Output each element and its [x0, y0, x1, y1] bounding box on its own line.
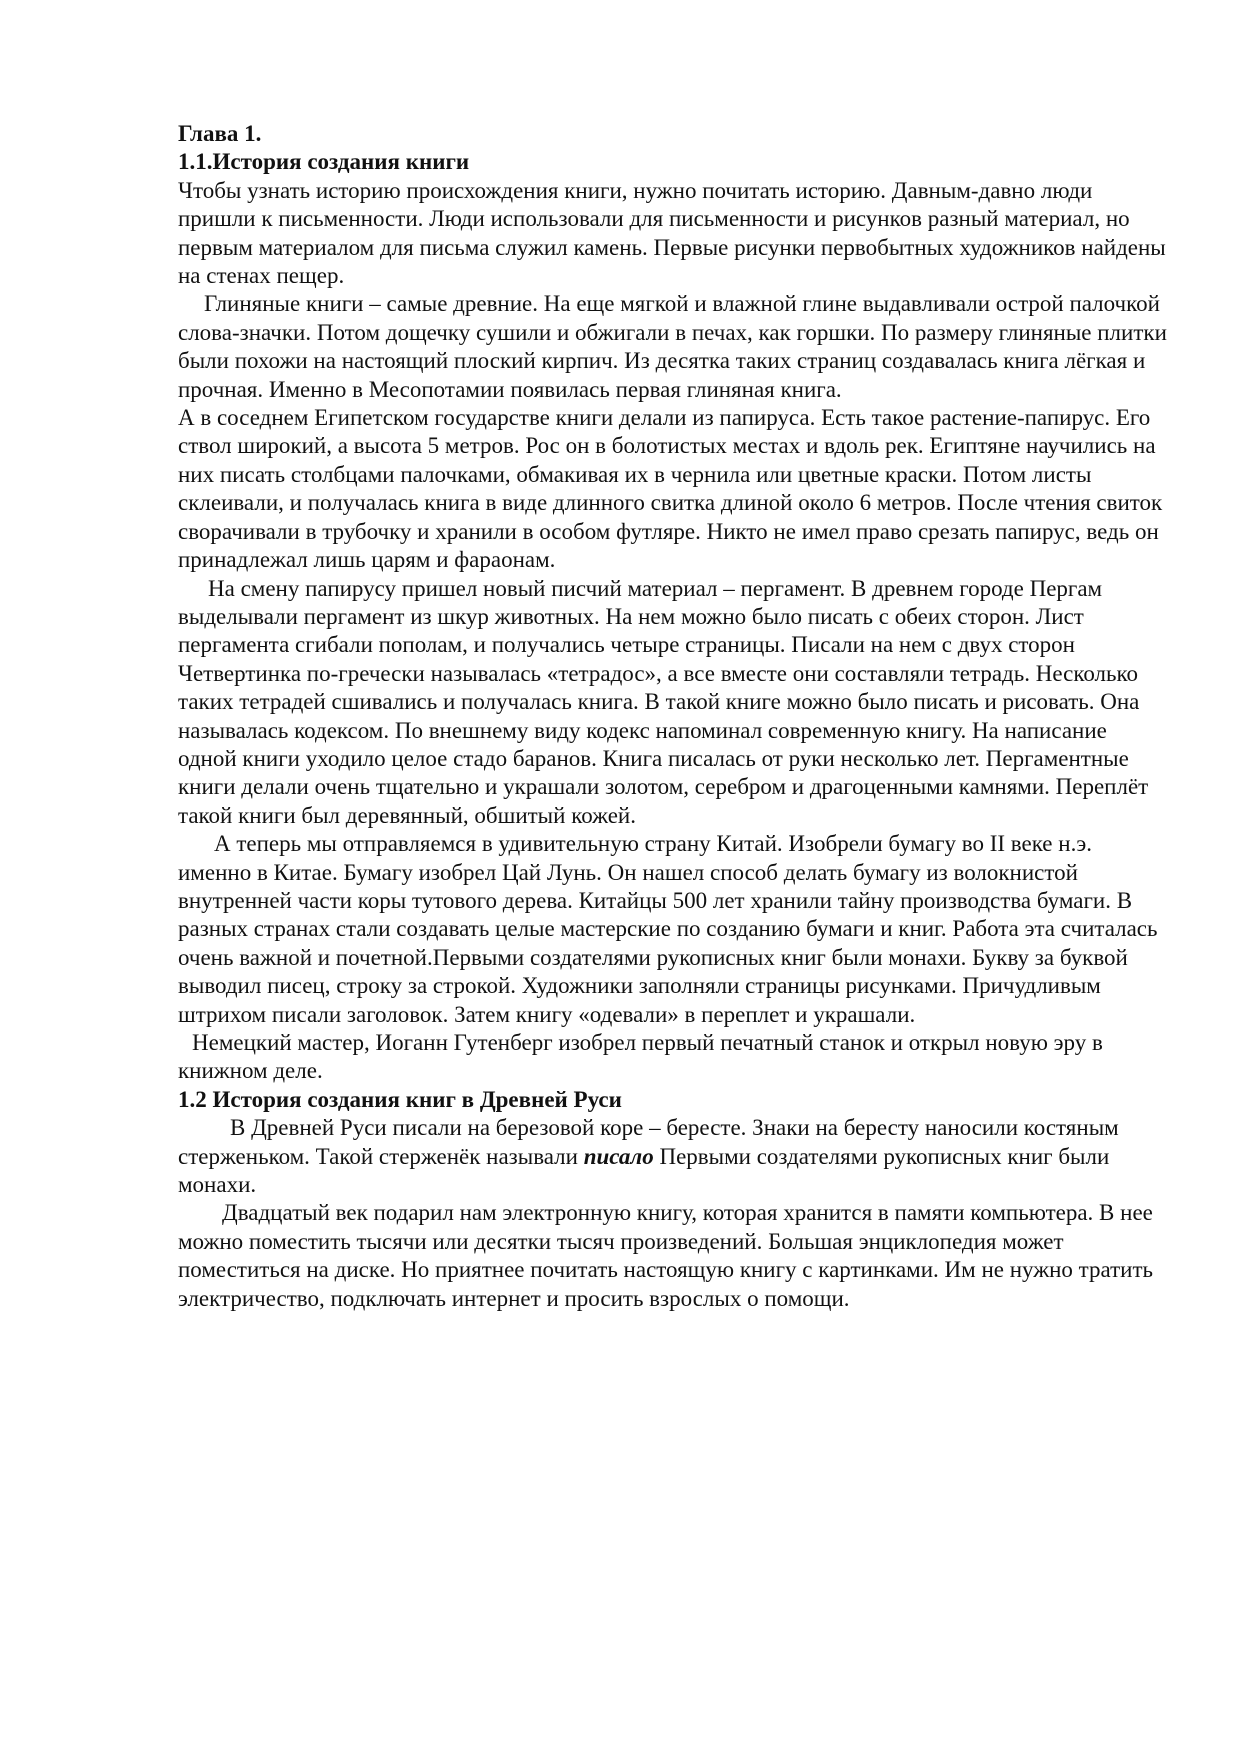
paragraph-birch-bark — [178, 1114, 1168, 1199]
paragraph-papyrus: А в соседнем Египетском государстве книги делали из папируса. Есть такое растение-папирус. Его ствол широкий, а высота 5 метров. Рос он в болотистых местах и вдоль рек. Египтяне научились на них писать столбцами палочками, обмакивая их в чернила или цветные краски. Потом листы склеивали, и получалась книга в виде длинного свитка длиной около 6 метров. После чтения свиток сворачивали в трубочку и хранили в особом футляре. Никто не имел право срезать папирус, ведь он принадлежал лишь царям и фараонам. — [178, 405, 1163, 573]
document-page — [178, 120, 1168, 1313]
paragraph-paper-china: А теперь мы отправляемся в удивительную страну Китай. Изобрели бумагу во II веке н.э. именно в Китае. Бумагу изобрел Цай Лунь. Он нашел способ делать бумагу из волокнистой внутренней части коры тутового дерева. Китайцы 500 лет хранили тайну производства бумаги. В разных странах стали создавать целые мастерские по созданию бумаги и книг. Работа эта считалась очень важной и почетной.Первыми создателями рукописных книг были монахи. Букву за буквой выводил писец, строку за строкой. Художники заполняли страницы рисунками. Причудливым штрихом писали заголовок. Затем книгу «одевали» в переплет и украшали. — [178, 831, 1158, 1027]
section-title-ancient-rus: 1.2 История создания книг в Древней Руси — [178, 1086, 622, 1112]
birch-bark-text-start: В Древней Руси писали на березовой коре – бересте. Знаки на бересту наносили костяным стерженьком. Такой стерженёк называли — [178, 1115, 1119, 1169]
term-pisalo: писало — [583, 1143, 654, 1169]
paragraph-origin-of-writing: Чтобы узнать историю происхождения книги, нужно почитать историю. Давным-давно люди пришли к письменности. Люди использовали для письменности и рисунков разный материал, но первым материалом для письма служил камень. Первые рисунки первобытных художников найдены на стенах пещер. — [178, 177, 1166, 289]
paragraph-electronic-book: Двадцатый век подарил нам электронную книгу, которая хранится в памяти компьютера. В нее можно поместить тысячи или десятки тысяч произведений. Большая энциклопедия может поместиться на диске. Но приятнее почитать настоящую книгу с картинками. Им не нужно тратить электричество, подключать интернет и просить взрослых о помощи. — [178, 1200, 1154, 1311]
birch-bark-text-end: Первыми создателями рукописных книг были монахи. — [178, 1143, 1110, 1198]
paragraph-gutenberg: Немецкий мастер, Иоганн Гутенберг изобрел первый печатный станок и открыл новую эру в книжном деле. — [178, 1030, 1103, 1084]
paragraph-parchment: На смену папирусу пришел новый писчий материал – пергамент. В древнем городе Пергам выделывали пергамент из шкур животных. На нем можно было писать с обеих сторон. Лист пергамента сгибали пополам, и получались четыре страницы. Писали на нем с двух сторон Четвертинка по-гречески называлась «тетрадос», а все вместе они составляли тетрадь. Несколько таких тетрадей сшивались и получалась книга. В такой книге можно было писать и рисовать. Она называлась кодексом. По внешнему виду кодекс напоминал современную книгу. На написание одной книги уходило целое стадо баранов. Книга писалась от руки несколько лет. Пергаментные книги делали очень тщательно и украшали золотом, серебром и драгоценными камнями. Переплёт такой книги был деревянный, обшитый кожей. — [178, 575, 1149, 828]
section-title-history-of-books: 1.1.История создания книги — [178, 149, 470, 175]
chapter-title: Глава 1. — [178, 121, 262, 146]
paragraph-clay-books: Глиняные книги – самые древние. На еще мягкой и влажной глине выдавливали острой палочкой слова-значки. Потом дощечку сушили и обжигали в печах, как горшки. По размеру глиняные плитки были похожи на настоящий плоский кирпич. Из десятка таких страниц создавалась книга лёгкая и прочная. Именно в Месопотамии появилась первая глиняная книга. — [178, 291, 1167, 402]
